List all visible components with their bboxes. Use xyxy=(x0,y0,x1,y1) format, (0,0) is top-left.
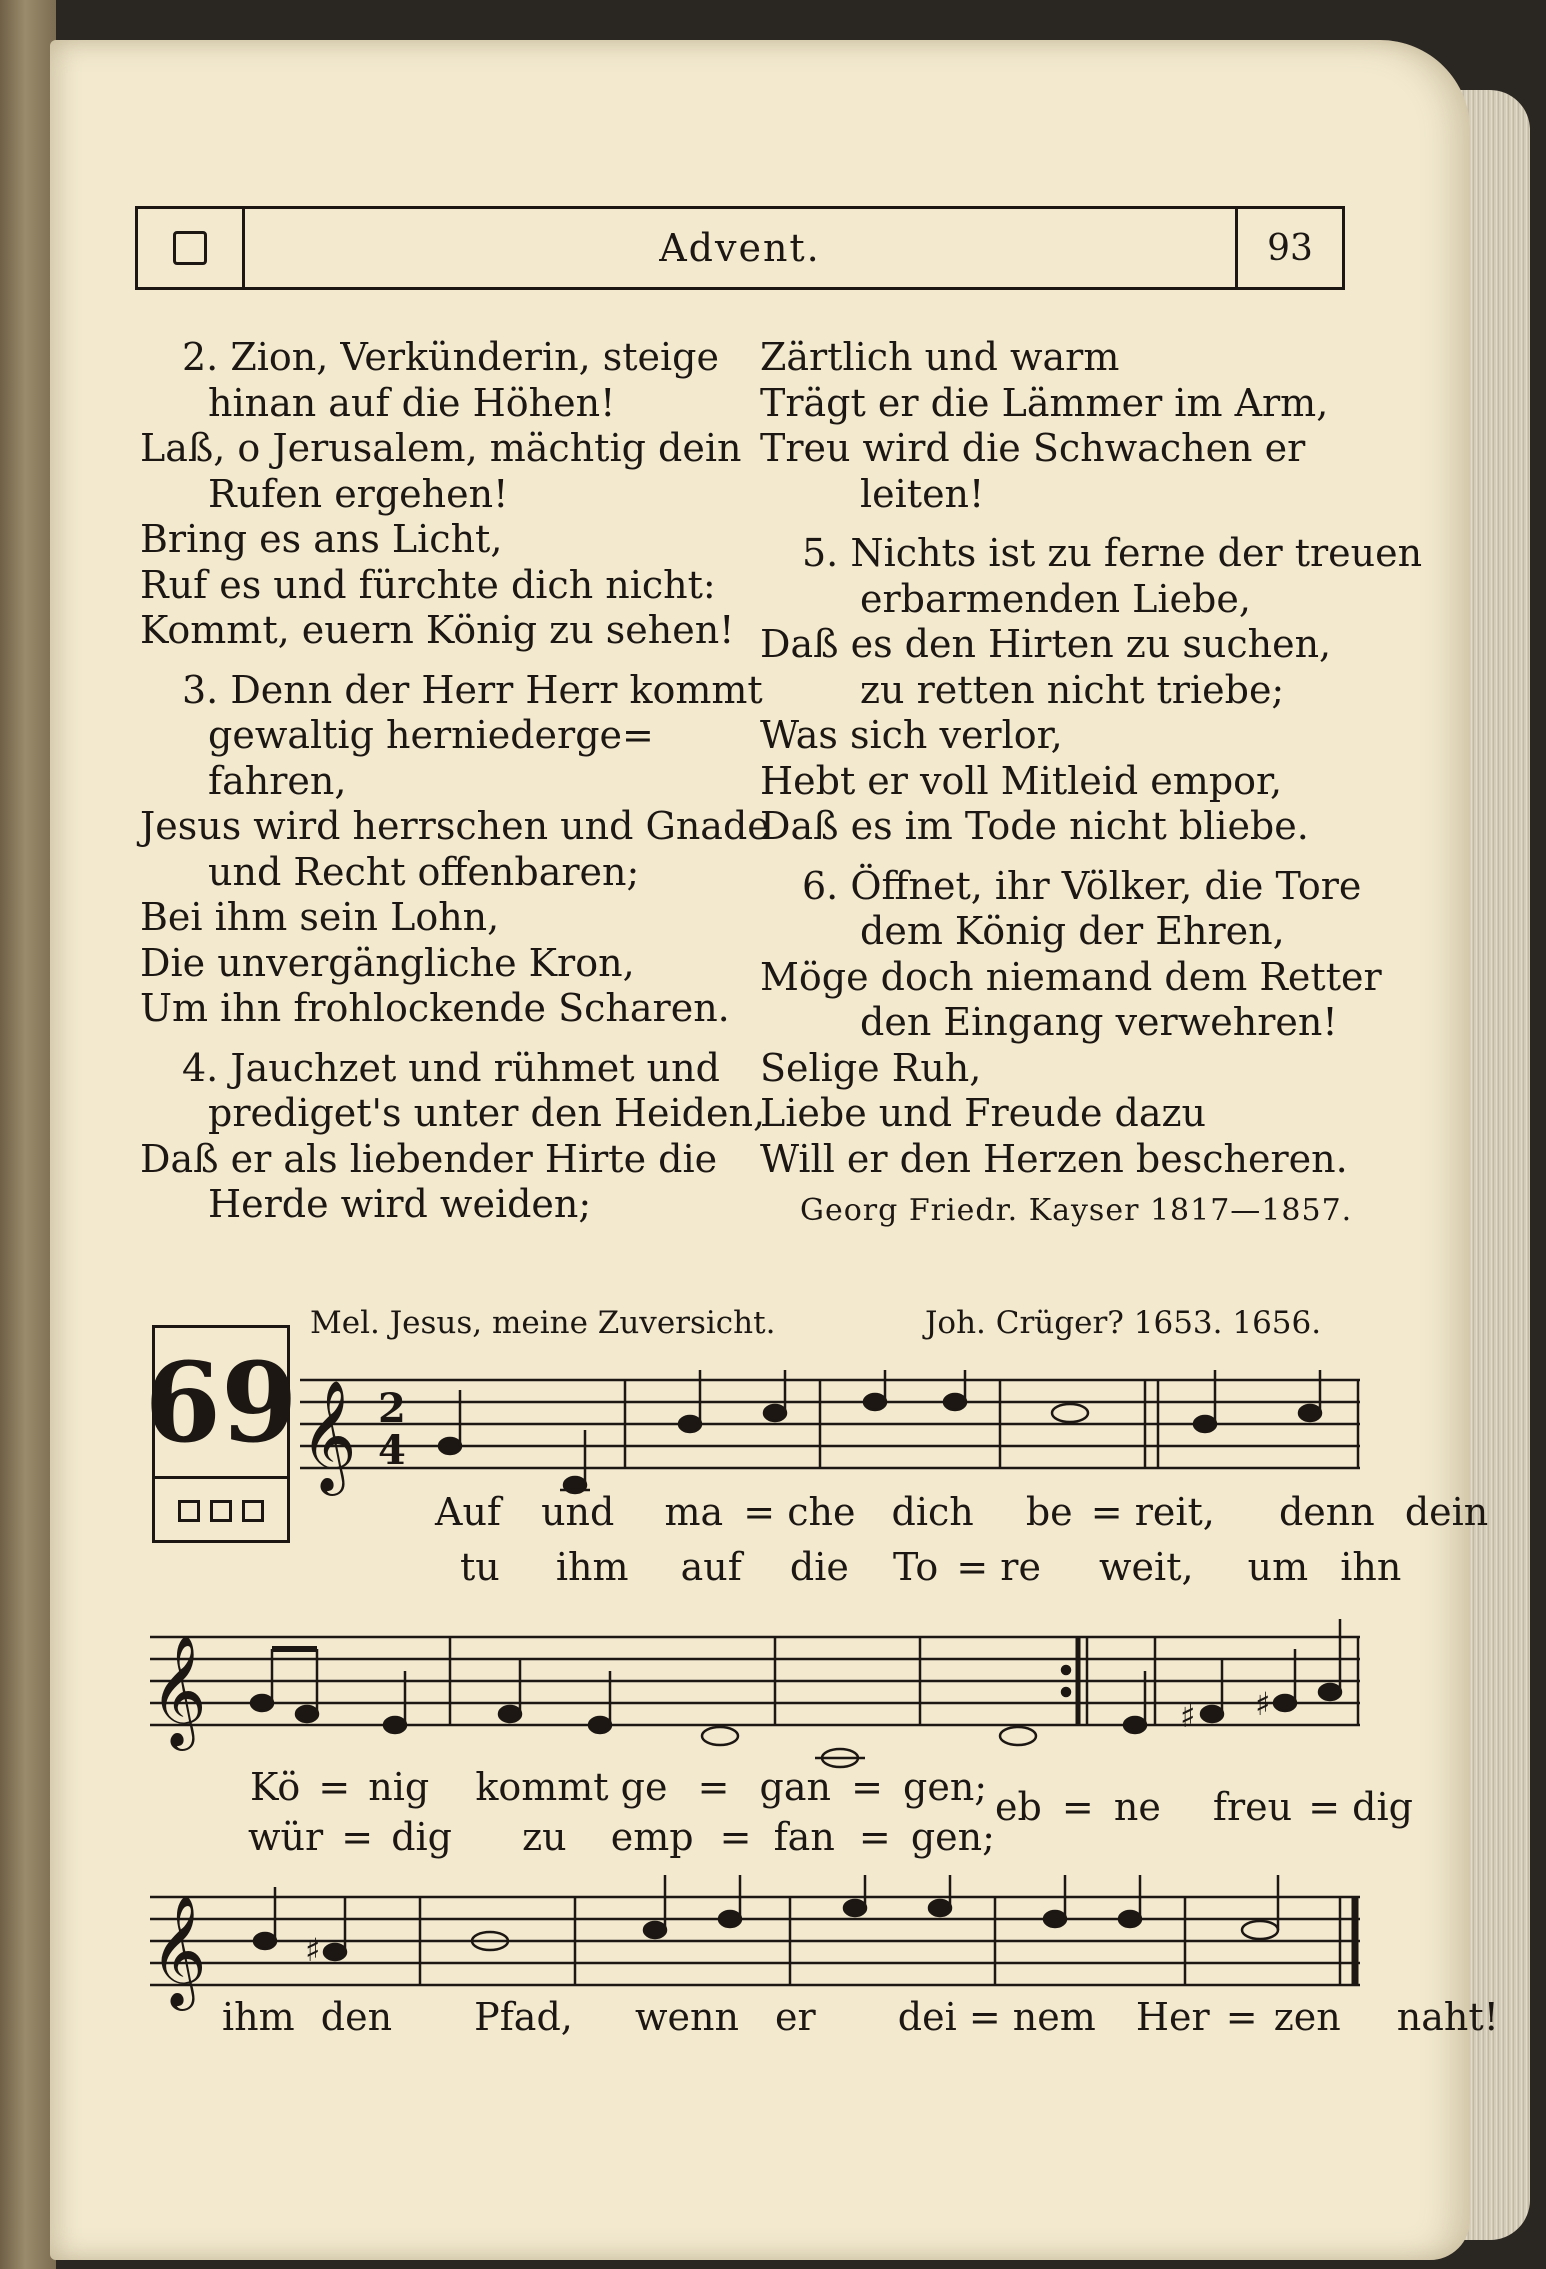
verse-line: fahren, xyxy=(208,758,347,803)
verse-line: hinan auf die Höhen! xyxy=(208,380,616,425)
verse-line: Trägt er die Lämmer im Arm, xyxy=(760,380,1329,425)
lyric-syllable: = xyxy=(968,1995,1001,2039)
lyric-syllable: Her xyxy=(1135,1995,1210,2039)
verse-line: erbarmenden Liebe, xyxy=(860,576,1251,621)
verse-line: 2. Zion, Verkünderin, steige xyxy=(182,335,719,379)
verse-line: leiten! xyxy=(860,471,985,516)
treble-clef-icon: 𝄞 xyxy=(300,1379,357,1491)
treble-clef-icon: 𝄞 xyxy=(150,1634,207,1746)
lyric-syllable: dein xyxy=(1404,1490,1489,1534)
verse-line: Liebe und Freude dazu xyxy=(760,1091,1206,1135)
lyric-syllable: und xyxy=(541,1490,615,1534)
verses-left-column xyxy=(140,335,770,1228)
lyric-syllable: tu xyxy=(460,1545,500,1589)
lyric-syllable: = xyxy=(743,1490,776,1534)
lyric-syllable: zu xyxy=(522,1815,567,1859)
time-signature-top: 2 xyxy=(378,1385,406,1432)
lyric-syllable: die xyxy=(789,1545,849,1589)
lyric-syllable: gen; xyxy=(910,1815,995,1859)
music-staff-1 xyxy=(300,1370,1370,1510)
lyric-syllable: reit, xyxy=(1134,1490,1215,1534)
lyric-syllable: = xyxy=(719,1815,752,1859)
hymn-squares xyxy=(155,1479,287,1543)
verse-line: Hebt er voll Mitleid empor, xyxy=(760,758,1283,803)
verse-line: Rufen ergehen! xyxy=(208,471,509,516)
lyric-syllable: ne xyxy=(1113,1785,1161,1829)
treble-clef-icon: 𝄞 xyxy=(150,1894,207,2006)
square-icon xyxy=(210,1500,232,1522)
lyric-syllable: naht! xyxy=(1396,1995,1499,2039)
lyric-syllable: fan xyxy=(773,1815,835,1859)
lyric-syllable: = xyxy=(1090,1490,1123,1534)
lyric-syllable: = xyxy=(318,1765,351,1809)
lyric-syllable: wenn xyxy=(634,1995,739,2039)
lyric-syllable: nig xyxy=(368,1765,430,1809)
verse-line: Selige Ruh, xyxy=(760,1045,982,1090)
verse-line: Bring es ans Licht, xyxy=(140,517,503,561)
verse-line: Kommt, euern König zu sehen! xyxy=(140,608,735,652)
hymn-number: 69 xyxy=(155,1328,287,1479)
verse-line: Die unvergängliche Kron, xyxy=(140,940,635,985)
lyric-syllable: den xyxy=(320,1995,393,2039)
lyric-syllable: che xyxy=(787,1490,856,1534)
lyric-syllable: kommt ge xyxy=(475,1765,668,1809)
square-icon xyxy=(173,231,207,265)
lyric-syllable: = xyxy=(697,1765,730,1809)
lyric-syllable: gan xyxy=(759,1765,831,1809)
verse-line: Ruf es und fürchte dich nicht: xyxy=(140,562,716,607)
lyric-syllable: nem xyxy=(1012,1995,1096,2039)
author-credit: Georg Friedr. Kayser 1817—1857. xyxy=(800,1193,1353,1228)
verse-line: Möge doch niemand dem Retter xyxy=(760,954,1382,999)
sharp-icon: ♯ xyxy=(1255,1685,1271,1723)
page-header xyxy=(135,206,1345,290)
lyrics-line-1a xyxy=(435,1490,1488,1534)
verse-line: Treu wird die Schwachen er xyxy=(760,426,1306,470)
verse-line: gewaltig herniederge= xyxy=(208,713,654,757)
lyrics-line-2b xyxy=(248,1815,995,1859)
melody-reference: Mel. Jesus, meine Zuversicht. xyxy=(310,1305,776,1341)
lyric-syllable: re xyxy=(1000,1545,1041,1589)
lyric-syllable: denn xyxy=(1278,1490,1375,1534)
lyric-syllable: freu xyxy=(1212,1785,1293,1829)
verse-line: Laß, o Jerusalem, mächtig dein xyxy=(140,426,742,470)
music-staff-2 xyxy=(150,1615,1370,1775)
lyric-syllable: um xyxy=(1247,1545,1309,1589)
lyric-syllable: Pfad, xyxy=(474,1995,573,2039)
verses-right-column xyxy=(760,335,1423,1234)
page-number: 93 xyxy=(1235,209,1345,287)
verse-line: Daß es den Hirten zu suchen, xyxy=(760,622,1332,666)
verse-line: 4. Jauchzet und rühmet und xyxy=(182,1045,720,1090)
verse-line: Daß er als liebender Hirte die xyxy=(140,1136,718,1181)
lyrics-line-3 xyxy=(222,1995,1499,2039)
verse-line: zu retten nicht triebe; xyxy=(860,667,1285,712)
lyric-syllable: = xyxy=(1061,1785,1094,1829)
verse-line: und Recht offenbaren; xyxy=(208,849,640,894)
lyric-syllable: weit, xyxy=(1099,1545,1194,1589)
lyric-syllable: gen; xyxy=(903,1765,988,1809)
square-icon xyxy=(242,1500,264,1522)
verse-line: prediget's unter den Heiden, xyxy=(208,1091,766,1135)
lyrics-line-1b xyxy=(460,1545,1401,1589)
sharp-icon: ♯ xyxy=(1180,1697,1196,1735)
verse-line: Jesus wird herrschen und Gnade xyxy=(140,804,770,848)
lyric-syllable: = xyxy=(956,1545,989,1589)
lyric-syllable: ma xyxy=(664,1490,724,1534)
lyric-syllable: ihm xyxy=(222,1995,295,2039)
lyric-syllable: dig xyxy=(391,1815,453,1859)
lyric-syllable: auf xyxy=(680,1545,742,1589)
lyric-syllable: = xyxy=(851,1765,883,1809)
header-icon-cell xyxy=(135,209,245,287)
verse-line: 5. Nichts ist zu ferne der treuen xyxy=(802,531,1423,575)
time-signature-bottom: 4 xyxy=(378,1427,406,1474)
sharp-icon: ♯ xyxy=(305,1931,321,1969)
lyric-syllable: = xyxy=(858,1815,891,1859)
verse-line: 3. Denn der Herr Herr kommt xyxy=(182,667,763,712)
lyric-syllable: dig xyxy=(1352,1785,1413,1829)
lyric-syllable: Auf xyxy=(435,1490,501,1534)
verse-line: dem König der Ehren, xyxy=(860,909,1285,953)
lyric-syllable: dei xyxy=(897,1995,957,2039)
lyric-syllable: zen xyxy=(1273,1995,1341,2039)
lyric-syllable: wür xyxy=(248,1815,324,1859)
lyric-syllable: dich xyxy=(891,1490,974,1534)
lyric-syllable: Kö xyxy=(250,1765,301,1809)
verse-line: Um ihn frohlockende Scharen. xyxy=(140,986,730,1030)
lyric-syllable: To xyxy=(892,1545,939,1589)
page-title: Advent. xyxy=(659,226,821,270)
hymn-number-box xyxy=(144,1325,298,1543)
lyric-syllable: eb xyxy=(995,1785,1042,1829)
square-icon xyxy=(178,1500,200,1522)
lyrics-line-2a-end xyxy=(995,1785,1413,1829)
lyric-syllable: ihn xyxy=(1340,1545,1402,1589)
verse-line: Will er den Herzen bescheren. xyxy=(760,1136,1348,1181)
page-edges xyxy=(1460,90,1530,2240)
verse-line: Was sich verlor, xyxy=(760,713,1063,757)
verse-line: Zärtlich und warm xyxy=(760,335,1120,379)
lyrics-line-2a xyxy=(250,1765,987,1809)
verse-line: Bei ihm sein Lohn, xyxy=(140,895,500,939)
lyric-syllable: = xyxy=(1308,1785,1341,1829)
lyric-syllable: = xyxy=(341,1815,374,1859)
lyric-syllable: emp xyxy=(610,1815,694,1859)
verse-line: Herde wird weiden; xyxy=(208,1182,592,1226)
lyric-syllable: be xyxy=(1025,1490,1073,1534)
lyric-syllable: = xyxy=(1225,1995,1258,2039)
verse-line: den Eingang verwehren! xyxy=(860,1000,1338,1044)
book-cover-edge xyxy=(0,0,56,2269)
verse-line: Daß es im Tode nicht bliebe. xyxy=(760,804,1309,848)
lyric-syllable: ihm xyxy=(555,1545,629,1589)
lyric-syllable: er xyxy=(775,1995,816,2039)
verse-line: 6. Öffnet, ihr Völker, die Tore xyxy=(802,863,1362,908)
composer-credit: Joh. Crüger? 1653. 1656. xyxy=(925,1305,1322,1341)
